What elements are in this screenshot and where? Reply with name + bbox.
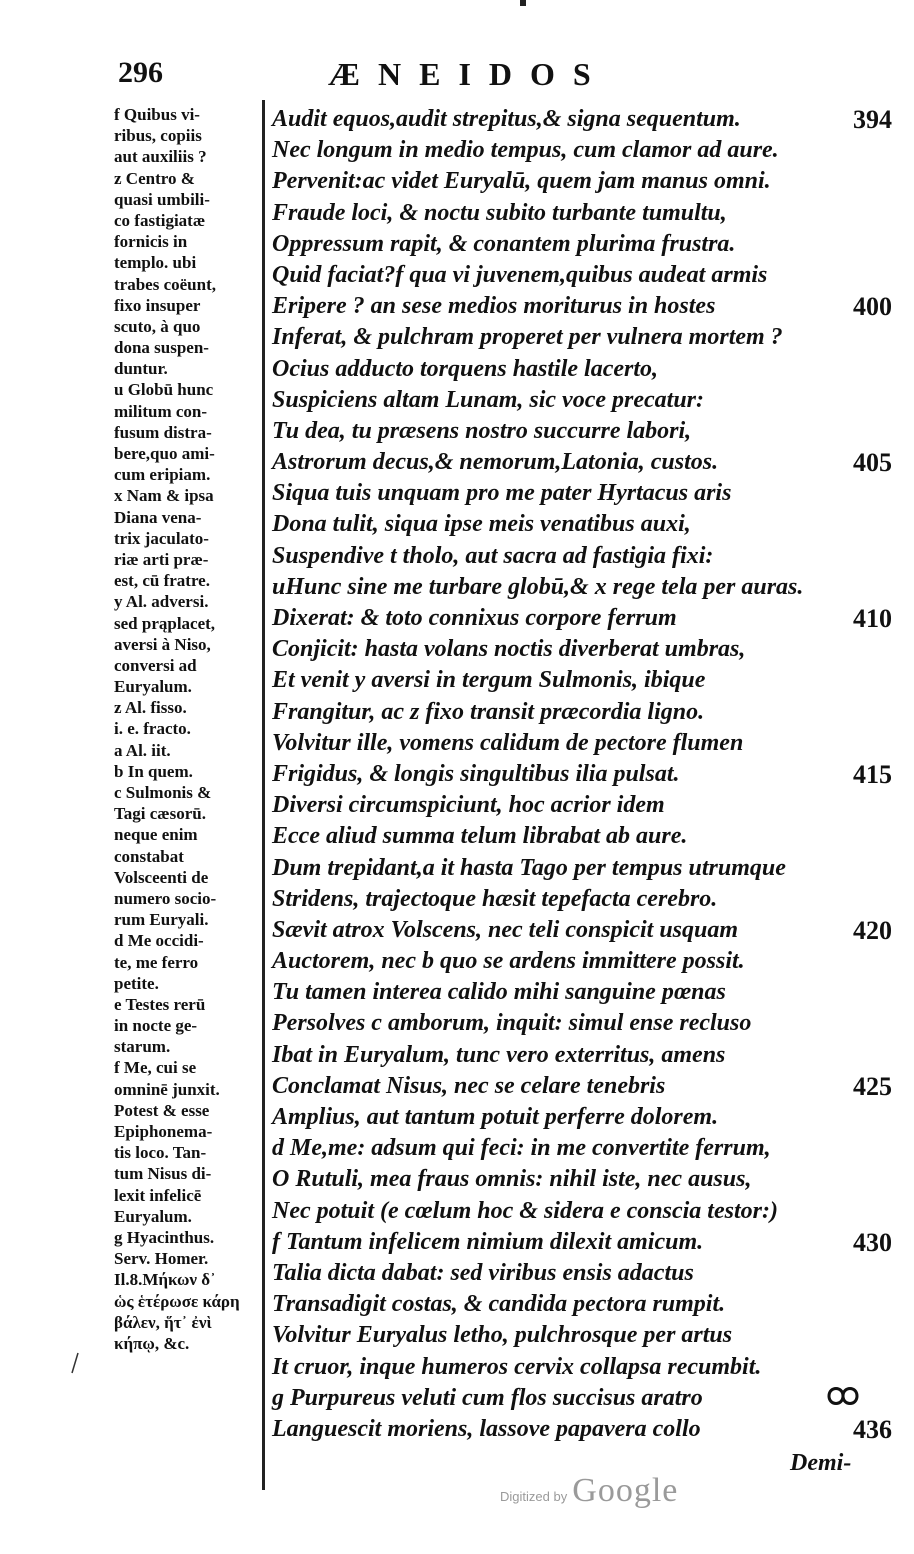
- line-number: 420: [853, 915, 892, 945]
- line-number: 400: [853, 292, 892, 322]
- digitization-watermark: [500, 1472, 678, 1510]
- note-line: omninē junxit.: [114, 1079, 220, 1099]
- note-line: f Quibus vi-: [114, 105, 200, 124]
- verse-line: [272, 509, 892, 540]
- verse-text: O Rutuli, mea fraus omnis: nihil iste, nec ausus,: [272, 1166, 752, 1193]
- note-line: z Centro &: [114, 168, 195, 188]
- verse-text: Siqua tuis unquam pro me pater Hyrtacus aris: [272, 480, 732, 507]
- verse-line: [272, 884, 892, 915]
- note-line: co fastigiatæ: [114, 210, 206, 230]
- note-line: κήπῳ, &c.: [114, 1333, 190, 1353]
- watermark-prefix: Digitized by: [500, 1489, 568, 1504]
- verse-line: [272, 821, 892, 852]
- verse-text: Persolves c amborum, inquit: simul ense recluso: [272, 1010, 752, 1037]
- note-line: conversi ad: [114, 655, 197, 675]
- verse-line: [272, 416, 892, 447]
- verse-line: [272, 1133, 892, 1164]
- note-line: petite.: [114, 973, 159, 993]
- note-line: Euryalum.: [114, 1206, 192, 1226]
- note-line: fornicis in: [114, 232, 188, 252]
- note-line: aut auxiliis ?: [114, 147, 207, 167]
- note-line: starum.: [114, 1037, 171, 1057]
- ornament-icon: [825, 1384, 861, 1408]
- note-line: militum con-: [114, 401, 208, 421]
- line-number: 394: [853, 105, 892, 134]
- verse-line: [272, 1008, 892, 1039]
- verse-line: [272, 603, 892, 634]
- verse-text: Nec longum in medio tempus, cum clamor ad aure.: [272, 137, 779, 164]
- verse-text: uHunc sine me turbare globū,& x rege tela per auras.: [272, 573, 804, 600]
- note-line: cum eripiam.: [114, 465, 211, 485]
- note-line: b In quem.: [114, 761, 193, 781]
- verse-text: d Me,me: adsum qui feci: in me convertite ferrum,: [272, 1135, 771, 1162]
- verse-text: Suspiciens altam Lunam, sic voce precatur:: [272, 386, 704, 413]
- verse-line: [272, 1289, 892, 1320]
- verse-line: [272, 541, 892, 572]
- verse-line: [272, 977, 892, 1008]
- verse-text: Quid faciat?f qua vi juvenem,quibus audeat armis: [272, 261, 768, 288]
- verse-text: Suspendive t tholo, aut sacra ad fastigia fixi:: [272, 542, 714, 569]
- verse-text: Audit equos,audit strepitus,& signa sequentum.: [272, 106, 741, 132]
- verse-line: [272, 1320, 892, 1351]
- verse-line: [272, 1102, 892, 1133]
- verse-line: [272, 322, 892, 353]
- note-line: Diana vena-: [114, 507, 202, 527]
- verse-text: It cruor, inque humeros cervix collapsa recumbit.: [272, 1353, 762, 1380]
- note-line: constabat: [114, 846, 184, 866]
- verse-line: [272, 291, 892, 322]
- verse-line: [272, 946, 892, 977]
- note-line: tis loco. Tan-: [114, 1143, 207, 1163]
- verse-text: Transadigit costas, & candida pectora rumpit.: [272, 1291, 726, 1318]
- verse-text: g Purpureus veluti cum flos succisus aratro: [272, 1384, 703, 1411]
- note-line: fixo insuper: [114, 295, 201, 315]
- note-line: aversi à Niso,: [114, 634, 211, 654]
- note-line: Potest & esse: [114, 1100, 210, 1120]
- running-title: ÆNEIDOS: [328, 56, 609, 92]
- note-line: duntur.: [114, 359, 168, 379]
- verse-text: Conjicit: hasta volans noctis diverberat umbras,: [272, 636, 746, 663]
- verse-text: f Tantum infelicem nimium dilexit amicum.: [272, 1228, 704, 1255]
- note-line: fusum distra-: [114, 422, 212, 442]
- note-line: f Me, cui se: [114, 1058, 197, 1078]
- verse-line: [272, 697, 892, 728]
- note-line: quasi umbili-: [114, 189, 210, 209]
- verse-text: Diversi circumspiciunt, hoc acrior idem: [272, 792, 665, 819]
- catchword: Demi-: [790, 1450, 852, 1476]
- note-line: tum Nisus di-: [114, 1164, 212, 1184]
- verse-text: Fraude loci, & noctu subito turbante tumultu,: [272, 199, 727, 226]
- verse-text: Tu dea, tu præsens nostro succurre labori,: [272, 417, 692, 444]
- note-line: Epiphonema-: [114, 1122, 213, 1141]
- verse-line: [272, 104, 892, 135]
- verse-text: Volvitur ille, vomens calidum de pectore flumen: [272, 729, 744, 756]
- verse-line: [272, 260, 892, 291]
- note-line: c Sulmonis &: [114, 783, 212, 802]
- verse-text: Tu tamen interea calido mihi sanguine pœnas: [272, 979, 726, 1006]
- note-line: bere,quo ami-: [114, 444, 215, 463]
- verse-line: [272, 385, 892, 416]
- verse-line: [272, 354, 892, 385]
- line-number: 425: [853, 1071, 892, 1101]
- verse-text: Ocius adducto torquens hastile lacerto,: [272, 355, 659, 382]
- page-number: 296: [118, 56, 163, 89]
- verse-text: Eripere ? an sese medios moriturus in hostes: [272, 293, 716, 320]
- verse-line: [272, 1352, 892, 1383]
- verse-text: Ibat in Euryalum, tunc vero exterritus, amens: [272, 1041, 726, 1068]
- verse-line: [272, 135, 892, 166]
- verse-column: [272, 104, 892, 1445]
- line-number: 405: [853, 448, 892, 478]
- ink-speck: [520, 0, 526, 6]
- note-line: d Me occidi-: [114, 931, 204, 951]
- watermark-brand: Google: [572, 1472, 679, 1509]
- verse-text: Dum trepidant,a it hasta Tago per tempus utrumque: [272, 854, 786, 881]
- line-number: 436: [853, 1414, 892, 1444]
- note-line: z Al. fisso.: [114, 698, 187, 718]
- verse-line: [272, 915, 892, 946]
- verse-text: Frigidus, & longis singultibus ilia pulsat.: [272, 760, 680, 787]
- note-line: trix jaculato-: [114, 528, 209, 548]
- note-line: in nocte ge-: [114, 1016, 198, 1036]
- verse-text: Nec potuit (e cœlum hoc & sidera e conscia testor:): [272, 1197, 778, 1224]
- verse-line: [272, 1164, 892, 1195]
- verse-line: [272, 166, 892, 197]
- verse-text: Pervenit:ac videt Euryalū, quem jam manus omni.: [272, 168, 771, 195]
- note-line: g Hyacinthus.: [114, 1227, 215, 1247]
- verse-line: [272, 1040, 892, 1071]
- note-line: ribus, copiis: [114, 126, 202, 146]
- note-line: te, me ferro: [114, 952, 199, 972]
- note-line: Volsceenti de: [114, 867, 209, 887]
- verse-text: Languescit moriens, lassove papavera collo: [272, 1415, 701, 1442]
- note-line: Tagi cæsorū.: [114, 804, 206, 824]
- page-header: [118, 56, 878, 100]
- verse-text: Ecce aliud summa telum librabat ab aure.: [272, 823, 688, 850]
- verse-line: [272, 447, 892, 478]
- line-number: 415: [853, 759, 892, 789]
- verse-line: [272, 665, 892, 696]
- note-line: u Globū hunc: [114, 380, 214, 400]
- verse-text: Volvitur Euryalus letho, pulchrosque per artus: [272, 1322, 733, 1349]
- verse-line: [272, 572, 892, 603]
- verse-text: Auctorem, nec b quo se ardens immittere possit.: [272, 948, 745, 975]
- note-line: scuto, à quo: [114, 316, 201, 336]
- verse-line: [272, 1414, 892, 1445]
- note-line: a Al. iit.: [114, 740, 171, 760]
- verse-text: Astrorum decus,& nemorum,Latonia, custos.: [272, 449, 719, 476]
- verse-line: [272, 634, 892, 665]
- note-line: numero socio-: [114, 888, 217, 908]
- verse-line: [272, 1258, 892, 1289]
- marginal-notes: [114, 104, 264, 1354]
- note-line: Serv. Homer.: [114, 1249, 209, 1269]
- note-line: est, cū fratre.: [114, 571, 210, 591]
- note-line: i. e. fracto.: [114, 719, 191, 739]
- verse-text: Sævit atrox Volscens, nec teli conspicit usquam: [272, 916, 739, 943]
- verse-text: Talia dicta dabat: sed viribus ensis adactus: [272, 1259, 694, 1286]
- note-line: Il.8.Μήκων δ᾽: [114, 1270, 216, 1290]
- verse-line: [272, 1383, 892, 1414]
- note-line: lexit infelicē: [114, 1185, 202, 1205]
- note-line: ὡς ἑτέρωσε κάρη: [114, 1291, 240, 1311]
- verse-text: Dixerat: & toto connixus corpore ferrum: [272, 605, 677, 631]
- verse-line: [272, 1071, 892, 1102]
- verse-line: [272, 853, 892, 884]
- verse-line: [272, 728, 892, 759]
- note-line: e Testes rerū: [114, 994, 206, 1014]
- verse-text: Frangitur, ac z fixo transit præcordia ligno.: [272, 698, 705, 725]
- note-line: y Al. adversi.: [114, 592, 209, 612]
- verse-line: [272, 478, 892, 509]
- note-line: x Nam & ipsa: [114, 486, 214, 506]
- verse-text: Dona tulit, siqua ipse meis venatibus auxi,: [272, 511, 691, 538]
- verse-text: Stridens, trajectoque hæsit tepefacta cerebro.: [272, 885, 718, 912]
- verse-text: Amplius, aut tantum potuit perferre dolorem.: [272, 1104, 719, 1130]
- verse-line: [272, 759, 892, 790]
- note-line: neque enim: [114, 825, 198, 845]
- verse-text: Et venit y aversi in tergum Sulmonis, ibique: [272, 667, 706, 694]
- note-line: trabes coëunt,: [114, 274, 216, 294]
- line-number: 430: [853, 1227, 892, 1257]
- note-line: rum Euryali.: [114, 910, 209, 930]
- note-line: βάλεν, ἥτ᾽ ἐνὶ: [114, 1312, 212, 1332]
- verse-line: [272, 790, 892, 821]
- verse-text: Conclamat Nisus, nec se celare tenebris: [272, 1072, 666, 1099]
- note-line: Euryalum.: [114, 677, 192, 697]
- note-line: dona suspen-: [114, 338, 209, 358]
- verse-line: [272, 1196, 892, 1227]
- pen-mark-icon: [70, 1352, 80, 1374]
- note-line: sed prąplacet,: [114, 613, 216, 633]
- line-number: 410: [853, 604, 892, 633]
- note-line: templo. ubi: [114, 253, 197, 273]
- verse-text: Inferat, & pulchram properet per vulnera mortem ?: [272, 324, 783, 351]
- verse-line: [272, 198, 892, 229]
- verse-line: [272, 1227, 892, 1258]
- note-line: riæ arti præ-: [114, 549, 209, 569]
- verse-line: [272, 229, 892, 260]
- verse-text: Oppressum rapit, & conantem plurima frustra.: [272, 230, 736, 257]
